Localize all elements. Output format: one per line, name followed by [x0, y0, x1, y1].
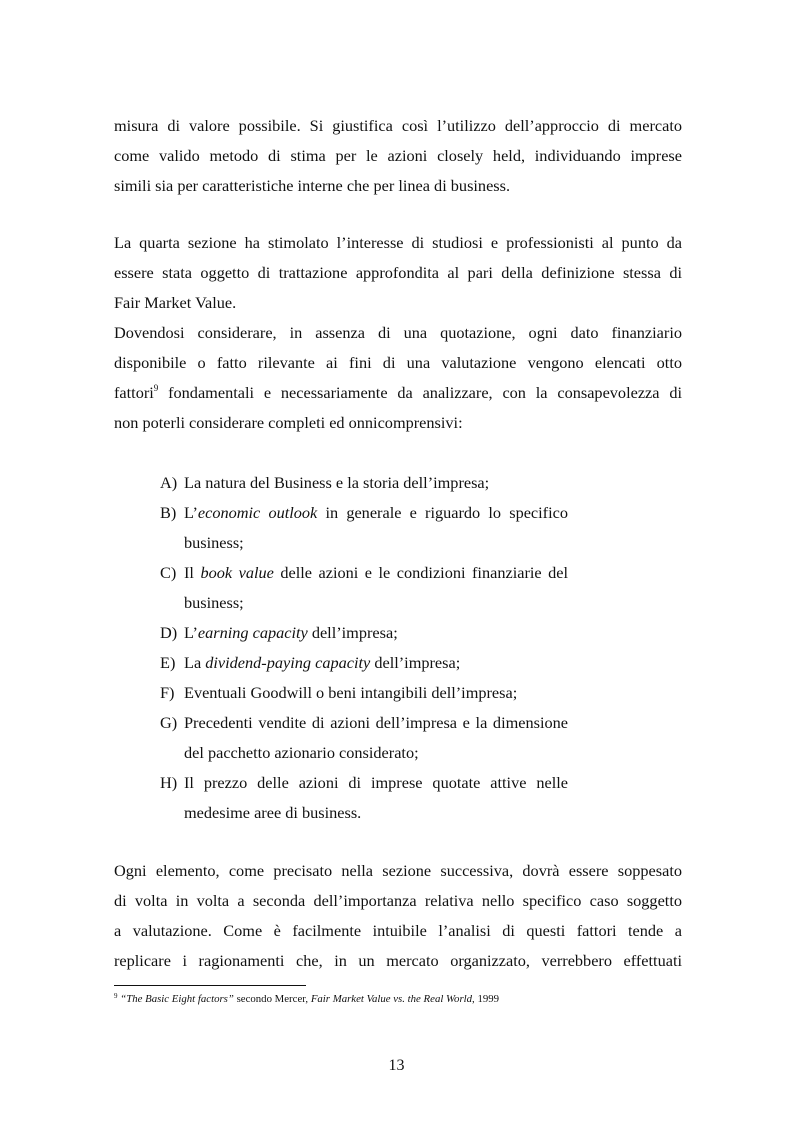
- footnote-year: , 1999: [472, 993, 500, 1005]
- list-label: G): [160, 713, 178, 732]
- list-item: [160, 648, 568, 678]
- list-item: [160, 468, 568, 498]
- footnote-number: 9: [114, 992, 118, 1000]
- list-item: [160, 618, 568, 648]
- text-line: Dovendosi considerare, in assenza di una quotazione, ogni dato finanziario: [114, 323, 682, 342]
- text-line: La quarta sezione ha stimolato l’interesse di studiosi e professionisti al punto da: [114, 233, 682, 252]
- text-line: di volta in volta a seconda dell’importanza relativa nello specifico caso soggetto: [114, 891, 682, 910]
- text-fragment: fondamentali e necessariamente da analizzare, con la consapevolezza di: [158, 383, 682, 402]
- text-line: come valido metodo di stima per le azioni closely held, individuando imprese: [114, 146, 682, 165]
- footnote-title: “The Basic Eight factors”: [120, 993, 234, 1005]
- text-line: disponibile o fatto rilevante ai fini di una valutazione vengono elencati otto: [114, 353, 682, 372]
- factors-list: [160, 468, 568, 828]
- list-item: [160, 768, 568, 828]
- list-text: Il prezzo delle azioni di imprese quotate attive nelle medesime aree di business.: [184, 773, 568, 822]
- footnote-book: Fair Market Value vs. the Real World: [310, 993, 473, 1005]
- list-label: E): [160, 653, 176, 672]
- text-line: simili sia per caratteristiche interne che per linea di business.: [114, 176, 511, 195]
- list-label: D): [160, 623, 178, 642]
- list-item: [160, 498, 568, 558]
- footnote: [114, 992, 499, 1006]
- text-line: Ogni elemento, come precisato nella sezione successiva, dovrà essere soppesato: [114, 861, 682, 880]
- list-item: [160, 708, 568, 768]
- list-text: Il book value delle azioni e le condizioni finanziarie del business;: [184, 563, 569, 612]
- footnote-ref: 9: [153, 383, 159, 393]
- list-label: C): [160, 563, 177, 582]
- list-label: A): [160, 473, 178, 492]
- list-label: F): [160, 683, 175, 702]
- paragraph-1: [114, 111, 682, 201]
- text-fragment: fattori: [114, 383, 154, 402]
- list-text: L’economic outlook in generale e riguardo lo specifico business;: [184, 503, 568, 552]
- list-text: La dividend-paying capacity dell’impresa;: [184, 653, 461, 672]
- list-text: Precedenti vendite di azioni dell’impresa e la dimensione del pacchetto azionario considerato;: [184, 713, 568, 762]
- list-text: Eventuali Goodwill o beni intangibili dell’impresa;: [184, 683, 518, 702]
- list-item: [160, 678, 568, 708]
- text-line: a valutazione. Come è facilmente intuibile l’analisi di questi fattori tende a: [114, 921, 682, 940]
- text-line: essere stata oggetto di trattazione approfondita al pari della definizione stessa di: [114, 263, 682, 282]
- list-label: B): [160, 503, 177, 522]
- paragraph-2: [114, 228, 682, 318]
- list-text: L’earning capacity dell’impresa;: [184, 623, 398, 642]
- page-number: 13: [388, 1057, 405, 1074]
- text-line: misura di valore possibile. Si giustifica così l’utilizzo dell’approccio di mercato: [114, 116, 682, 135]
- footnote-text: secondo Mercer,: [233, 993, 311, 1005]
- paragraph-3: [114, 318, 682, 438]
- list-label: H): [160, 773, 178, 792]
- footnote-divider: [114, 985, 306, 986]
- text-line: [114, 378, 682, 408]
- list-text: La natura del Business e la storia dell’impresa;: [184, 473, 490, 492]
- text-line: Fair Market Value.: [114, 293, 237, 312]
- text-line: replicare i ragionamenti che, in un mercato organizzato, verrebbero effettuati: [114, 951, 682, 970]
- list-item: [160, 558, 568, 618]
- paragraph-4: [114, 856, 682, 976]
- text-line: non poterli considerare completi ed onnicomprensivi:: [114, 413, 463, 432]
